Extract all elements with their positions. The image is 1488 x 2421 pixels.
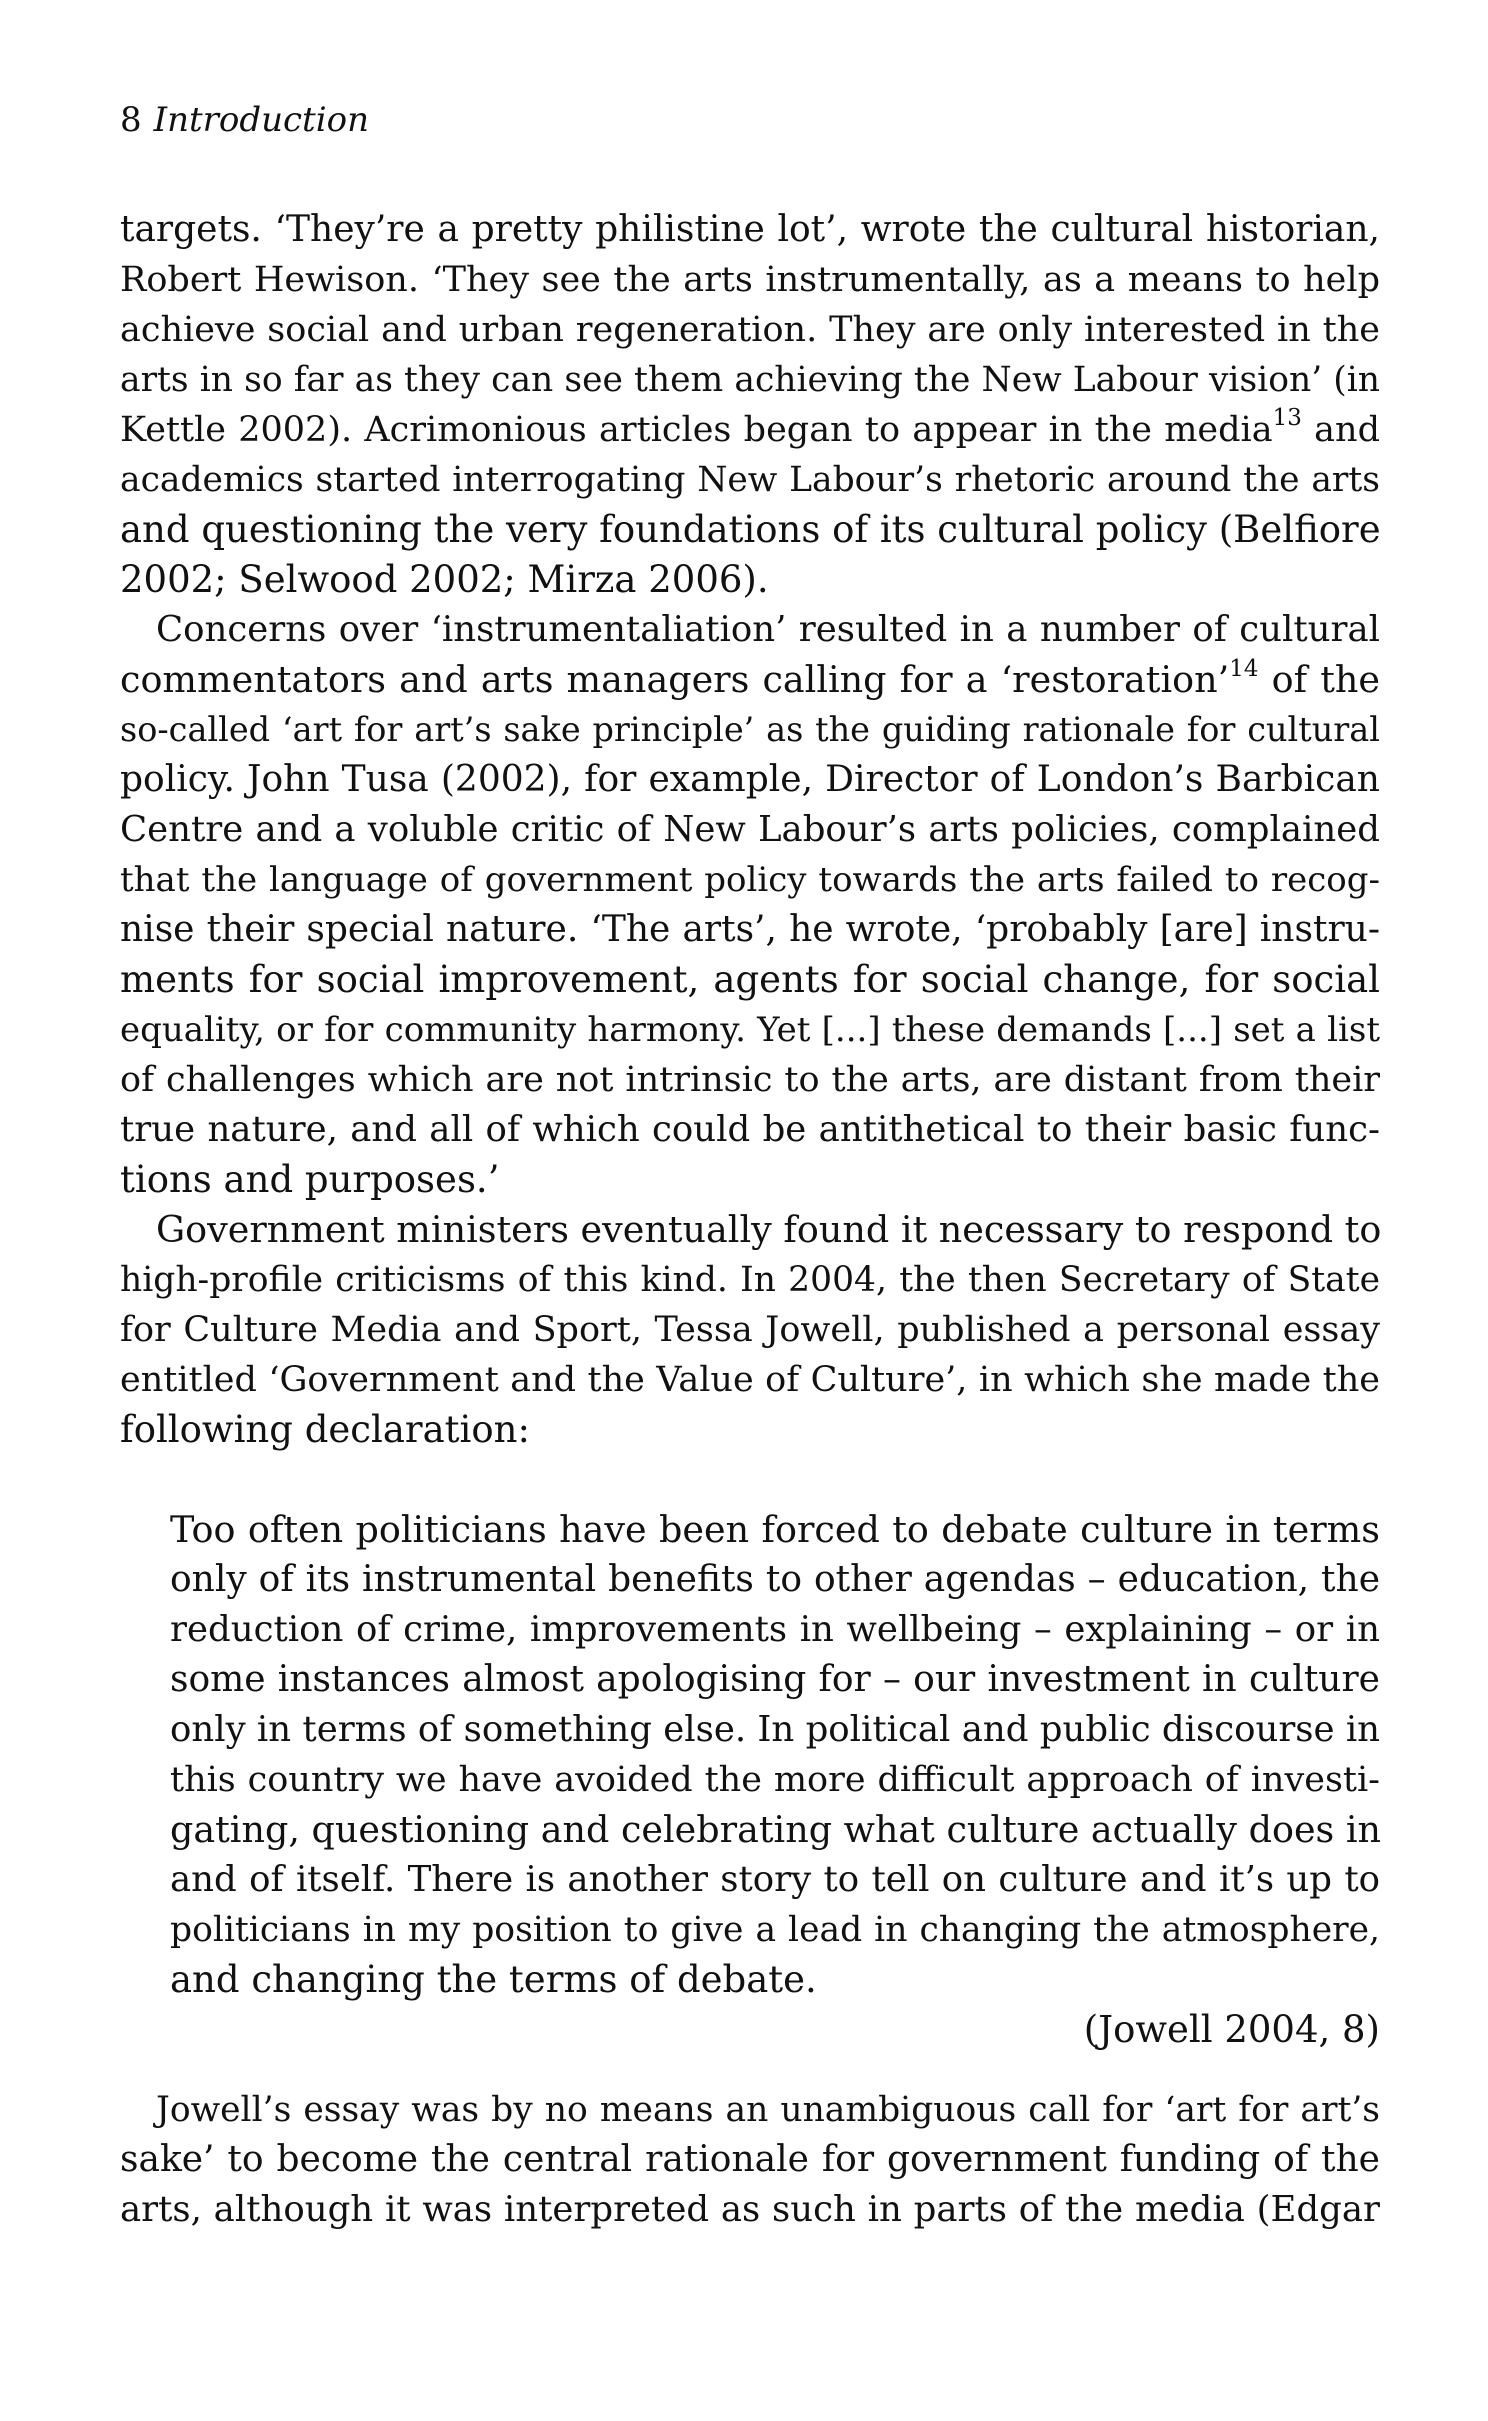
- text-line: true nature, and all of which could be antithetical to their basic func-: [120, 1109, 1380, 1150]
- text-line: Robert Hewison. ‘They see the arts instrumentally, as a means to help: [120, 260, 1380, 300]
- text-span: of the: [1258, 658, 1380, 701]
- text-line: of challenges which are not intrinsic to the arts, are distant from their: [120, 1060, 1380, 1100]
- text-line: academics started interrogating New Labour’s rhetoric around the arts: [120, 460, 1380, 500]
- text-span: commentators and arts managers calling for a ‘restoration’: [120, 658, 1230, 701]
- text-line: equality, or for community harmony. Yet [...] these demands [...] set a list: [120, 1010, 1380, 1050]
- text-line: entitled ‘Government and the Value of Culture’, in which she made the: [120, 1360, 1380, 1400]
- section-title: Introduction: [153, 100, 369, 140]
- text-line: nise their special nature. ‘The arts’, he wrote, ‘probably [are] instru-: [120, 909, 1380, 950]
- text-line: for Culture Media and Sport, Tessa Jowell, published a personal essay: [120, 1310, 1380, 1350]
- footnote-marker-14: 14: [1229, 655, 1259, 682]
- text-line: achieve social and urban regeneration. They are only interested in the: [120, 310, 1380, 350]
- text-line: that the language of government policy towards the arts failed to recog-: [120, 860, 1380, 900]
- quote-line: only of its instrumental benefits to other agendas – education, the: [170, 1559, 1380, 1600]
- page-number: 8: [120, 100, 142, 140]
- text-line: so-called ‘art for art’s sake principle’ as the guiding rationale for cultural: [120, 710, 1380, 749]
- text-span: and: [1301, 410, 1380, 450]
- paragraph-3: [120, 1205, 1380, 1455]
- text-line: arts, although it was interpreted as such in parts of the media (Edgar: [120, 2189, 1380, 2230]
- text-line: Government ministers eventually found it necessary to respond to: [156, 1208, 1382, 1251]
- quote-line: reduction of crime, improvements in wellbeing – explaining – or in: [170, 1609, 1380, 1650]
- paragraph-1: [120, 205, 1380, 605]
- quote-line: Too often politicians have been forced to debate culture in terms: [170, 1508, 1380, 1551]
- paragraph-4: [120, 2085, 1380, 2235]
- running-head: [120, 100, 369, 140]
- text-line: sake’ to become the central rationale for government funding of the: [120, 2139, 1380, 2180]
- quote-line: some instances almost apologising for – our investment in culture: [170, 1659, 1380, 1700]
- text-line: Centre and a voluble critic of New Labour’s arts policies, complained: [120, 809, 1380, 850]
- text-line: arts in so far as they can see them achieving the New Labour vision’ (in: [120, 360, 1380, 400]
- footnote-marker-13: 13: [1272, 405, 1302, 432]
- text-span: Kettle 2002). Acrimonious articles began to appear in the media: [120, 410, 1273, 450]
- text-line: Concerns over ‘instrumentaliation’ resulted in a number of cultural: [156, 609, 1380, 650]
- text-line: following declaration:: [120, 1408, 530, 1451]
- quote-line: this country we have avoided the more difficult approach of investi-: [170, 1760, 1380, 1800]
- text-line: and questioning the very foundations of its cultural policy (Belfiore: [120, 508, 1381, 551]
- text-line: policy. John Tusa (2002), for example, Director of London’s Barbican: [120, 759, 1380, 800]
- text-line: targets. ‘They’re a pretty philistine lot’, wrote the cultural historian,: [120, 209, 1380, 250]
- text-line: [120, 405, 1380, 455]
- block-quote: [170, 1505, 1380, 2055]
- text-line: 2002; Selwood 2002; Mirza 2006).: [120, 558, 769, 601]
- text-line: high-profile criticisms of this kind. In 2004, the then Secretary of State: [120, 1260, 1380, 1300]
- quote-citation: (Jowell 2004, 8): [1083, 2008, 1380, 2051]
- quote-line: only in terms of something else. In political and public discourse in: [170, 1709, 1381, 1750]
- quote-line: gating, questioning and celebrating what culture actually does in: [170, 1808, 1382, 1851]
- text-line: [120, 655, 1380, 705]
- quote-line: and of itself. There is another story to tell on culture and it’s up to: [170, 1859, 1380, 1900]
- quote-line: politicians in my position to give a lead in changing the atmosphere,: [170, 1910, 1380, 1950]
- quote-line: and changing the terms of debate.: [170, 1958, 817, 2001]
- text-line: tions and purposes.’: [120, 1158, 500, 1201]
- text-line: Jowell’s essay was by no means an unambiguous call for ‘art for art’s: [156, 2090, 1380, 2130]
- text-line: ments for social improvement, agents for social change, for social: [120, 958, 1380, 1001]
- paragraph-2: [120, 605, 1380, 1205]
